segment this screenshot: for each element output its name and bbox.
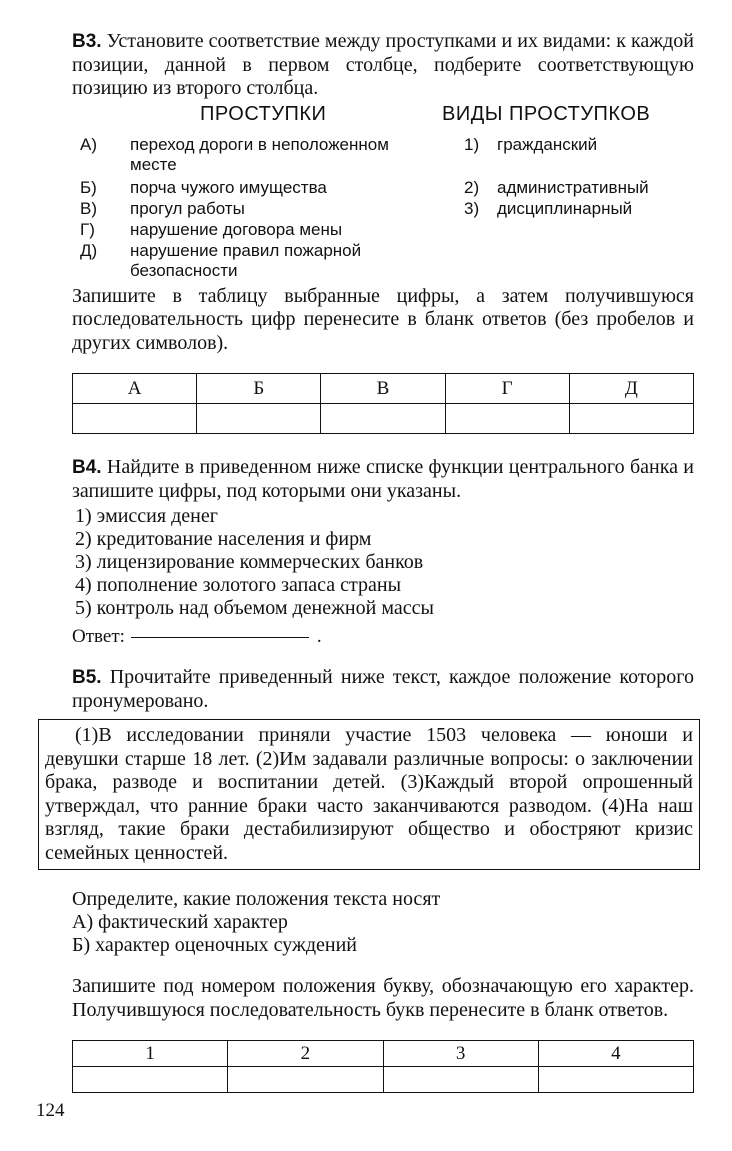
offense-item <box>80 178 420 198</box>
offense-type-text: гражданский <box>497 134 598 154</box>
b5-instruction: Запишите под номером положения букву, обозначающую его характер. Получившуюся последовательность букв перенесите в бланк ответов. <box>72 975 694 1021</box>
offense-type-key: 2) <box>464 177 480 197</box>
b5-header-cell: 2 <box>228 1041 383 1067</box>
task-b3-text: Установите соответствие между проступками и их видами: к каждой позиции, данной в первом столбце, подберите соответствующую позицию из второго столбца. <box>72 30 694 99</box>
offense-type-item <box>464 178 694 198</box>
task-b5-number: В5. <box>72 667 102 688</box>
task-b4 <box>72 456 694 503</box>
offense-text: нарушение договора мены <box>130 219 343 239</box>
b5-answer-cell[interactable] <box>228 1067 383 1093</box>
offense-type-item <box>464 135 694 155</box>
b5-answer-cell[interactable] <box>73 1067 228 1093</box>
b5-determine: Определите, какие положения текста носят <box>72 888 441 910</box>
b3-header-cell: Г <box>445 374 569 404</box>
answer-end: . <box>316 626 322 647</box>
list-item: 5) контроль над объемом денежной массы <box>75 597 434 619</box>
b3-header-cell: Б <box>197 374 321 404</box>
offense-key: Б) <box>80 177 97 197</box>
offense-key: А) <box>80 134 97 154</box>
b3-answer-cell[interactable] <box>569 404 693 434</box>
b5-answer-cell[interactable] <box>383 1067 538 1093</box>
offense-item <box>80 135 420 175</box>
offense-key: Г) <box>80 219 95 239</box>
answer-line[interactable] <box>131 637 309 638</box>
task-b3 <box>72 30 694 101</box>
offense-text: порча чужого имущества <box>130 177 327 197</box>
b3-header-cell: В <box>321 374 445 404</box>
offense-item <box>80 241 420 281</box>
b4-list <box>75 505 694 620</box>
page <box>45 30 694 1093</box>
offense-type-text: административный <box>497 177 649 197</box>
offense-type-item <box>464 199 694 219</box>
b5-answer-cell[interactable] <box>538 1067 693 1093</box>
offense-type-key: 3) <box>464 198 480 218</box>
b5-option: Б) характер оценочных суждений <box>72 934 357 956</box>
b3-answer-cell[interactable] <box>197 404 321 434</box>
b4-answer <box>72 626 694 648</box>
task-b5 <box>72 666 694 713</box>
b3-answer-cell[interactable] <box>73 404 197 434</box>
b3-answer-table <box>72 373 694 434</box>
b5-header-cell: 1 <box>73 1041 228 1067</box>
offense-type-text: дисциплинарный <box>497 198 633 218</box>
offense-key: Д) <box>80 240 98 260</box>
task-b4-number: В4. <box>72 457 102 478</box>
b5-option: А) фактический характер <box>72 911 288 933</box>
matching-columns <box>72 102 694 280</box>
page-number: 124 <box>36 1100 65 1121</box>
list-item: 3) лицензирование коммерческих банков <box>75 551 424 573</box>
b5-text-box: (1)В исследовании приняли участие 1503 человека — юноши и девушки старше 18 лет. (2)Им задавали различные вопросы: о заключении брака, разводе и воспитании детей. (3)Каждый второй опрошенный утверждал, что ранние браки часто заканчиваются разводом. (4)На наш взгляд, такие браки дестабилизируют общество и обостряют кризис семейных ценностей. <box>38 719 700 870</box>
b3-instruction: Запишите в таблицу выбранные цифры, а затем получившуюся последовательность цифр перенесите в бланк ответов (без пробелов и других символов). <box>72 284 694 354</box>
b3-header-cell: А <box>73 374 197 404</box>
offense-text: прогул работы <box>130 198 245 218</box>
offenses-header: ПРОСТУПКИ <box>200 102 327 125</box>
b3-answer-cell[interactable] <box>321 404 445 434</box>
offense-type-key: 1) <box>464 134 480 154</box>
list-item: 1) эмиссия денег <box>75 505 218 527</box>
offense-item <box>80 199 420 219</box>
offense-key: В) <box>80 198 97 218</box>
offense-text: переход дороги в неположенном месте <box>130 134 389 174</box>
offense-types-header: ВИДЫ ПРОСТУПКОВ <box>442 102 651 125</box>
b5-header-cell: 4 <box>538 1041 693 1067</box>
task-b3-number: В3. <box>72 31 102 52</box>
answer-label: Ответ: <box>72 626 125 647</box>
list-item: 4) пополнение золотого запаса страны <box>75 574 402 596</box>
task-b5-text: Прочитайте приведенный ниже текст, каждое положение которого пронумеровано. <box>72 666 694 712</box>
b5-header-cell: 3 <box>383 1041 538 1067</box>
task-b4-text: Найдите в приведенном ниже списке функции центрального банка и запишите цифры, под которыми они указаны. <box>72 456 694 502</box>
offense-text: нарушение правил пожарной безопасности <box>130 240 362 280</box>
b3-header-cell: Д <box>569 374 693 404</box>
b5-answer-table <box>72 1040 694 1093</box>
list-item: 2) кредитование населения и фирм <box>75 528 372 550</box>
b3-answer-cell[interactable] <box>445 404 569 434</box>
offense-item <box>80 220 420 240</box>
